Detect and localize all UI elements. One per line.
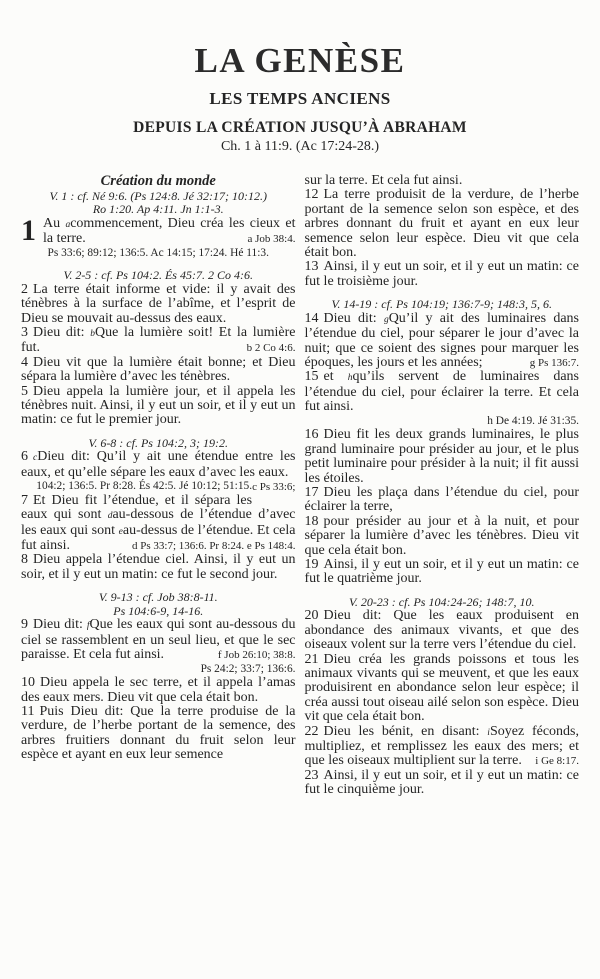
verse-number: 8	[21, 552, 28, 568]
book-subtitle: LES TEMPS ANCIENS	[209, 89, 391, 108]
verse	[305, 769, 580, 798]
verse-text: Que les eaux qui sont au-dessous du ciel se rassemblent en un seul lieu, et que le sec paraisse. Et cela fut ainsi.	[21, 617, 296, 663]
section-heading: Création du monde	[100, 173, 216, 189]
cross-reference: c Ps 33:6;	[252, 481, 296, 494]
verse	[21, 705, 296, 763]
verse	[305, 653, 580, 725]
cross-reference-text: V. 1 : cf. Né 9:6. (Ps 124:8. Jé 32:17; 10:12.)	[49, 188, 267, 203]
chapter-range: Ch. 1 à 11:9. (Ac 17:24-28.)	[220, 139, 380, 154]
section-title: DEPUIS LA CRÉATION JUSQU’À ABRAHAM	[133, 119, 467, 136]
verse-text: Que la lumière soit! Et la lumière fut.	[21, 324, 296, 356]
verse-cross-reference-heading	[21, 591, 296, 618]
verse	[305, 312, 580, 371]
verse-cross-reference-heading	[305, 596, 580, 610]
verse-number: 19	[304, 556, 319, 572]
footnote-letter: b	[90, 328, 95, 339]
verse	[21, 326, 296, 356]
verse-text: Ainsi, il y eut un soir, et il y eut un matin: ce fut le cinquième jour.	[304, 767, 579, 798]
verse-number: 9	[21, 617, 28, 633]
bible-page	[0, 42, 600, 798]
verse-text: Dieu appela la lumière jour, et il appela les ténèbres nuit. Ainsi, il y eut un soir, et il y eut un matin: ce fut le premier jour.	[21, 383, 296, 428]
verse	[305, 515, 580, 558]
verse-text: commencement, Dieu créa les cieux et la terre.	[43, 215, 296, 247]
footnote-letter: c	[33, 453, 38, 464]
verse-text: Dieu les plaça dans l’étendue du ciel, pour éclairer la terre,	[304, 484, 579, 515]
cross-reference-text: Ro 1:20. Ap 4:11. Jn 1:1-3.	[92, 202, 224, 217]
verse	[21, 494, 296, 554]
cross-reference-line	[21, 663, 296, 677]
footnote-letter: e	[118, 526, 123, 537]
verse	[305, 558, 580, 587]
verse-text: Puis Dieu dit: Que la terre produise de la verdure, de l’herbe portant de la semence, des arbres fruitiers donnant du fruit selon leur espèce et ayant en eux leur semence	[21, 704, 296, 763]
verse-text: Dieu fit les deux grands luminaires, le plus grand luminaire pour présider au jour, et le plus petit luminaire pour présider à la nuit; il fit aussi les étoiles.	[304, 427, 579, 486]
footnote-letter: g	[383, 314, 389, 325]
footnote-letter: i	[487, 727, 490, 738]
verse-number: 4	[21, 354, 28, 370]
verse	[305, 188, 580, 260]
verse-text: Dieu dit:	[33, 324, 91, 340]
cross-reference-text: V. 14-19 : cf. Ps 104:19; 136:7-9; 148:3, 5, 6.	[331, 297, 552, 312]
book-title: LA GENÈSE	[194, 41, 406, 80]
cross-reference-text: V. 20-23 : cf. Ps 104:24-26; 148:7, 10.	[349, 594, 535, 609]
verse-number: 6	[21, 449, 28, 465]
verse-number: 11	[21, 704, 35, 719]
verse	[21, 283, 296, 326]
cross-reference-line	[305, 415, 580, 429]
cross-reference-text: V. 2-5 : cf. Ps 104:2. És 45:7. 2 Co 4:6.	[63, 268, 253, 283]
verse-cross-reference-heading	[21, 437, 296, 451]
verse-text: Au	[43, 215, 66, 231]
cross-reference-text: Ps 33:6; 89:12; 136:5. Ac 14:15; 17:24. Hé 11:3.	[47, 246, 269, 259]
cross-reference-text: Ps 24:2; 33:7; 136:6.	[200, 662, 296, 675]
verse-text: Dieu les bénit, en disant:	[323, 723, 488, 739]
verse-text: sur la terre. Et cela fut ainsi.	[304, 173, 463, 188]
verse	[305, 486, 580, 515]
footnote-letter: f	[86, 621, 90, 632]
verse-number: 10	[21, 675, 35, 691]
text-columns	[21, 174, 579, 798]
verse-text: Dieu appela l’étendue ciel. Ainsi, il y eut un soir, et il y eut un matin: ce fut le second jour.	[21, 552, 296, 582]
verse-text: Dieu vit que la lumière était bonne; et Dieu sépara la lumière d’avec les ténèbres.	[21, 354, 296, 385]
verse-text: La terre était informe et vide: il y avait des ténèbres à la surface de l’abîme, et l’esprit de Dieu se mouvait au-dessus des eaux.	[21, 281, 296, 326]
verse-text: au-dessus de l’étendue. Et cela fut ainsi.	[21, 522, 296, 553]
verse-text: Ainsi, il y eut un soir, et il y eut un matin: ce fut le quatrième jour.	[304, 556, 579, 587]
verse	[21, 385, 296, 428]
cross-reference: f Job 26:10; 38:8.	[217, 649, 296, 662]
verse-text: Dieu dit: Que les eaux produisent en abondance des animaux vivants, et que des oiseaux volent sur la terre vers l’étendue du ciel.	[304, 608, 579, 653]
cross-reference-text: h De 4:19. Jé 31:35.	[487, 414, 579, 427]
cross-reference: b 2 Co 4:6.	[246, 342, 296, 355]
verse	[305, 260, 580, 289]
verse-text: pour présider au jour et à la nuit, et pour séparer la lumière d’avec les ténèbres. Dieu vit que cela était bon.	[304, 513, 579, 558]
verse-text: au-dessous de l’étendue d’avec les eaux qui sont	[21, 507, 296, 538]
footnote-letter: a	[65, 219, 71, 230]
verse-cross-reference-heading	[21, 269, 296, 283]
verse	[21, 618, 296, 662]
verse-text: qu’ils servent de luminaires dans l’étendue du ciel, pour éclairer la terre. Et cela fut ainsi.	[304, 369, 580, 415]
verse-number: 18	[304, 513, 319, 529]
verse-text: Dieu dit:	[323, 310, 384, 326]
footnote-letter: d	[107, 511, 113, 522]
verse	[21, 553, 296, 582]
verse-number: 5	[21, 383, 28, 399]
verse-text: Soyez féconds, multipliez, et remplissez les eaux des mers; et que les oiseaux multiplient sur la terre.	[304, 723, 579, 769]
cross-reference-text: V. 6-8 : cf. Ps 104:2, 3; 19:2.	[88, 435, 228, 450]
cross-reference-text: Ps 104:6-9, 14-16.	[113, 603, 204, 618]
footnote-letter: h	[347, 373, 353, 384]
verse-number: 15	[304, 369, 319, 385]
chapter-number: 1	[21, 213, 36, 247]
verse-text: Et Dieu fit l’étendue, et il sépara les eaux qui sont	[21, 492, 253, 523]
verse	[305, 370, 580, 414]
verse-number: 22	[304, 723, 319, 739]
verse-number: 3	[21, 324, 28, 340]
verse-text: La terre produisit de la verdure, de l’herbe portant de la semence selon son espèce, et des arbres donnant du fruit et ayant en eux leur semence selon leur espèce. Dieu vit que cela était bon.	[304, 187, 579, 261]
verse-cross-reference-heading	[21, 190, 296, 217]
verse-number: 23	[304, 767, 319, 783]
cross-reference: a Job 38:4.	[247, 233, 296, 246]
cross-reference: i Ge 8:17.	[535, 755, 579, 768]
verse	[21, 676, 296, 705]
verse	[305, 428, 580, 486]
verse	[21, 213, 296, 247]
verse-number: 20	[304, 608, 319, 624]
cross-reference: g Ps 136:7.	[529, 357, 579, 370]
verse-text: Dieu créa les grands poissons et tous les animaux vivants qui se meuvent, et que les eaux produisirent en abondance selon leur espèce; il créa aussi tout oiseau ailé selon son espèce. Dieu vit que cela était bon.	[304, 651, 579, 725]
verse-number: 12	[304, 187, 319, 203]
verse-text: Ainsi, il y eut un soir, et il y eut un matin: ce fut le troisième jour.	[304, 259, 579, 289]
verse-number: 2	[21, 281, 28, 297]
verse-text: Dieu appela le sec terre, et il appela l’amas des eaux mers. Dieu vit que cela était bon.	[21, 675, 296, 705]
verse-continuation	[305, 174, 580, 188]
verse-number: 13	[304, 259, 319, 275]
verse-text: Qu’il y ait des luminaires dans l’étendue du ciel, pour séparer le jour d’avec la nuit; que ce soient des signes pour marquer les époques, les jours et les années;	[304, 310, 580, 371]
verse-text: Dieu dit: Qu’il y ait une étendue entre les eaux, et qu’elle sépare les eaux d’avec les eaux.	[21, 449, 296, 480]
verse-number: 16	[304, 427, 319, 443]
verse-number: 21	[304, 651, 319, 667]
column-left	[21, 174, 296, 798]
cross-reference: d Ps 33:7; 136:6. Pr 8:24. e Ps 148:4.	[132, 539, 296, 552]
verse-number: 14	[304, 310, 319, 326]
verse-number: 7	[21, 492, 28, 508]
cross-reference-text: V. 9-13 : cf. Job 38:8-11.	[98, 590, 218, 605]
verse	[305, 609, 580, 652]
verse-text: et	[323, 369, 348, 385]
verse	[305, 725, 580, 769]
cross-reference-line	[21, 247, 296, 261]
cross-reference-text: 104:2; 136:5. Pr 8:28. És 42:5. Jé 10:12; 51:15.	[36, 480, 253, 493]
column-right	[305, 174, 580, 798]
verse-cross-reference-heading	[305, 298, 580, 312]
verse	[21, 356, 296, 385]
page-header	[21, 42, 579, 155]
verse-text: Dieu dit:	[33, 617, 87, 633]
verse-number: 17	[304, 484, 319, 500]
